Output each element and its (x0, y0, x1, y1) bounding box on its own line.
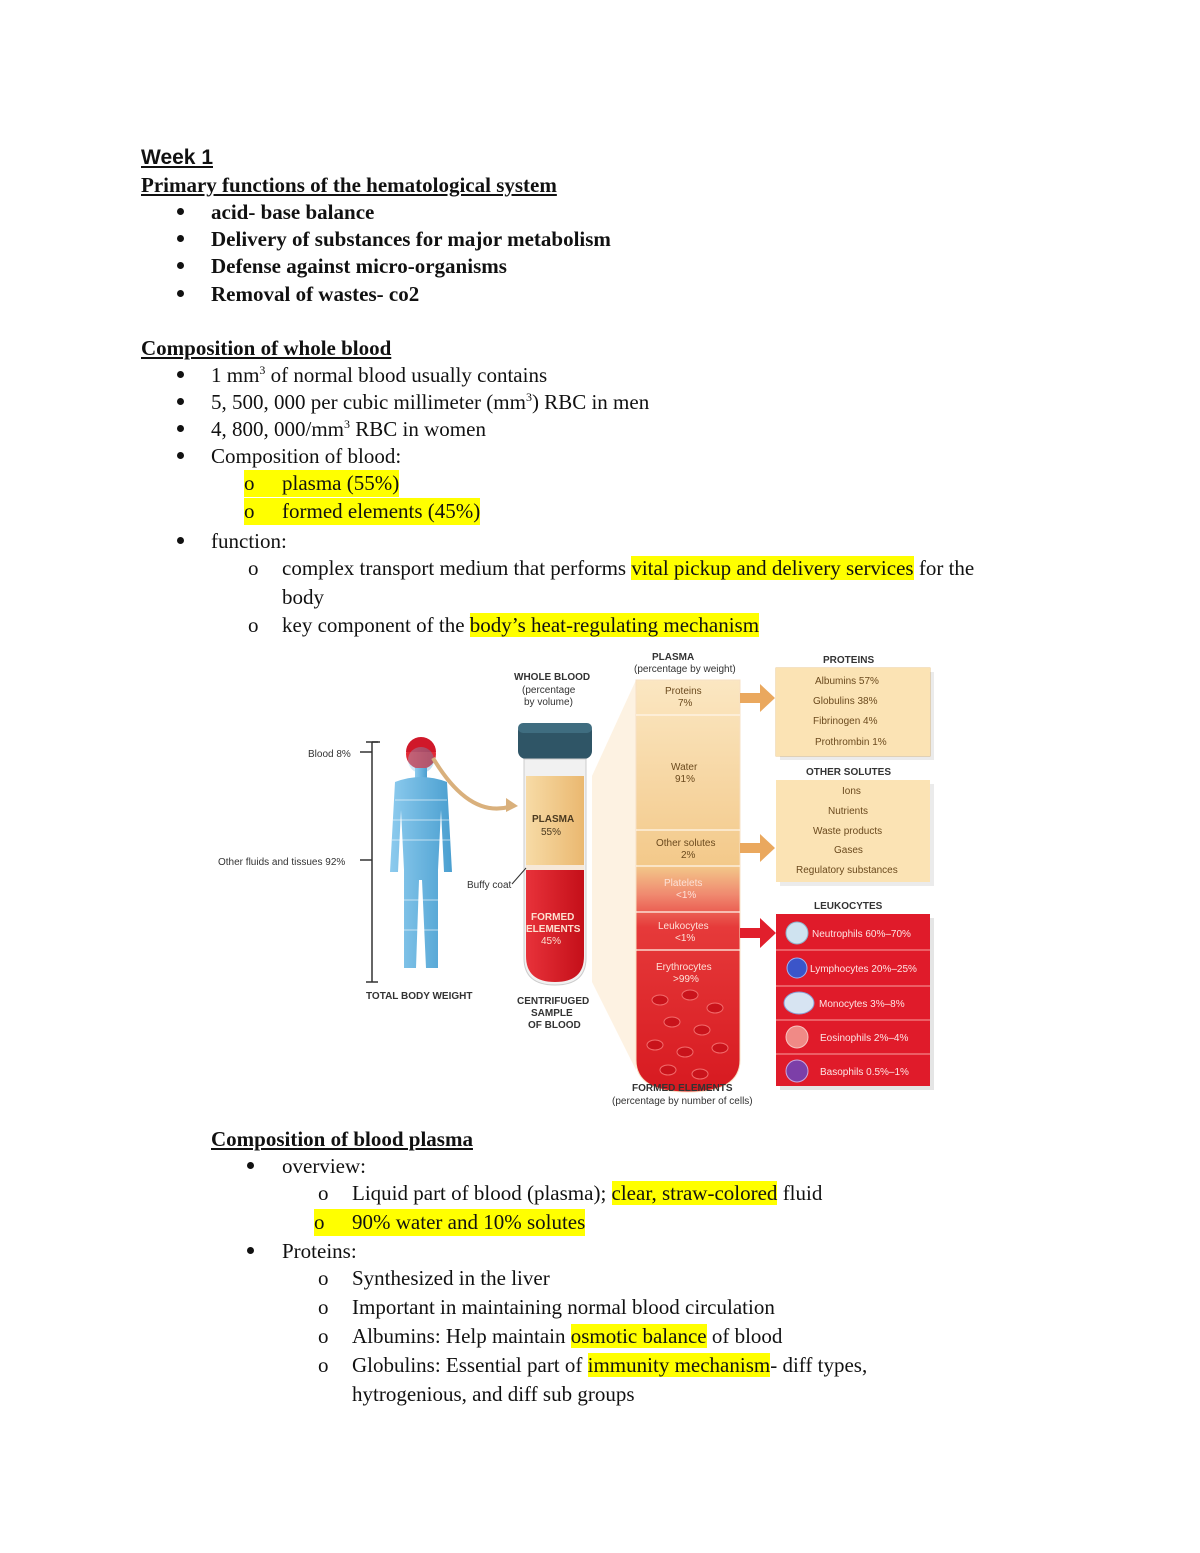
section2-title: Composition of whole blood (141, 336, 392, 360)
bullet-icon (247, 1247, 254, 1254)
leuko-item: Eosinophils 2%–4% (820, 1033, 909, 1044)
formed-tube-label1: FORMED (531, 912, 575, 923)
sub-bullet: o (318, 1295, 329, 1319)
bullet-icon (177, 537, 184, 544)
bullet-icon (177, 452, 184, 459)
platelets-pct: <1% (676, 890, 697, 901)
arrow-icon (740, 684, 775, 862)
formed-footer-sub: (percentage by number of cells) (612, 1096, 753, 1107)
centrifuged-label2: SAMPLE (531, 1008, 573, 1019)
leuko-box-title: LEUKOCYTES (814, 901, 883, 912)
function-item-2: key component of the body’s heat-regulating mechanism (282, 613, 760, 637)
sub-bullet: o (318, 1266, 329, 1290)
section1-item: Delivery of substances for major metabolism (211, 227, 611, 251)
protein-item-4: Globulins: Essential part of immunity mechanism- diff types, (352, 1353, 868, 1377)
plasma-header: PLASMA (652, 652, 695, 663)
formed-footer: FORMED ELEMENTS (632, 1083, 733, 1094)
plasma-tube-label: PLASMA (532, 814, 575, 825)
lymphocyte-icon (787, 958, 807, 978)
centrifuged-label3: OF BLOOD (528, 1020, 581, 1031)
total-body-weight-label: TOTAL BODY WEIGHT (366, 991, 473, 1002)
function-item-1: complex transport medium that performs vital pickup and delivery services for the (282, 556, 975, 580)
formed-tube-label2: ELEMENTS (526, 924, 581, 935)
bullet-icon (247, 1162, 254, 1169)
solute-item: Waste products (813, 826, 883, 837)
plasma-header-sub: (percentage by weight) (634, 664, 736, 675)
bullet-icon (177, 290, 184, 297)
protein-item-3: Albumins: Help maintain osmotic balance of blood (352, 1324, 783, 1348)
section2-item-2: 5, 500, 000 per cubic millimeter $(mm^3)$ RBC in men (211, 390, 650, 414)
neutrophil-icon (786, 922, 808, 944)
leukocytes-pct: <1% (675, 933, 696, 944)
bullet-icon (177, 208, 184, 215)
erythrocytes-pct: >99% (673, 974, 699, 985)
bullet-icon (177, 371, 184, 378)
section2-item-4: Composition of blood: (211, 444, 402, 468)
leuko-item: Monocytes 3%–8% (819, 999, 905, 1010)
leuko-item: Neutrophils 60%–70% (812, 929, 911, 940)
eosinophil-icon (786, 1026, 808, 1048)
water-pct: 91% (675, 774, 696, 785)
blood-composition-figure (200, 640, 960, 1120)
solute-item: Gases (834, 845, 863, 856)
leukocytes-label: Leukocytes (658, 921, 709, 932)
function-item-1-cont: body (282, 585, 324, 609)
bullet-icon (177, 425, 184, 432)
overview-item-1: Liquid part of blood (plasma); clear, straw-colored fluid (352, 1181, 823, 1205)
section2-item-3: 4, 800, $000/mm^3$ RBC in women (211, 417, 486, 441)
proteins-pct: 7% (678, 698, 693, 709)
protein-item-1: Synthesized in the liver (352, 1266, 550, 1290)
sub-item-plasma: o plasma (55%) (244, 471, 400, 495)
solutes-box-title: OTHER SOLUTES (806, 767, 892, 778)
section1-item: Defense against micro-organisms (211, 254, 507, 278)
whole-blood-sub2: by volume) (524, 697, 573, 708)
section1-title: Primary functions of the hematological system (141, 173, 557, 197)
other-solutes-label: Other solutes (656, 838, 716, 849)
section1-item: Removal of wastes- co2 (211, 282, 420, 306)
whole-blood-label: WHOLE BLOOD (514, 672, 591, 683)
sub-bullet: o (318, 1324, 329, 1348)
proteins-box-title: PROTEINS (823, 655, 875, 666)
bullet-icon (177, 262, 184, 269)
sub-bullet: o (248, 556, 259, 580)
arrow-icon (740, 918, 776, 948)
protein-item: Globulins 38% (813, 696, 878, 707)
protein-item-2: Important in maintaining normal blood circulation (352, 1295, 775, 1319)
protein-item: Albumins 57% (815, 676, 879, 687)
platelets-label: Platelets (664, 878, 703, 889)
protein-item: Fibrinogen 4% (813, 716, 878, 727)
other-solutes-pct: 2% (681, 850, 696, 861)
section2-item-1: 1 $mm^3$ of normal blood usually contains (211, 363, 548, 387)
protein-item: Prothrombin 1% (815, 737, 887, 748)
blood-pct-label: Blood 8% (308, 749, 351, 760)
plasma-tube-pct: 55% (541, 827, 562, 838)
formed-tube-pct: 45% (541, 936, 562, 947)
water-label: Water (671, 762, 698, 773)
section3-item-1: overview: (282, 1154, 366, 1178)
overview-item-2: o 90% water and 10% solutes (314, 1210, 586, 1234)
body-weight-brackets (360, 742, 380, 982)
section3-item-2: Proteins: (282, 1239, 357, 1263)
section1-item: acid- base balance (211, 200, 375, 224)
centrifuged-label1: CENTRIFUGED (517, 996, 590, 1007)
bullet-icon (177, 235, 184, 242)
leuko-item: Basophils 0.5%–1% (820, 1067, 909, 1078)
sub-item-formed: o formed elements (45%) (244, 499, 481, 523)
buffy-coat-label: Buffy coat (467, 880, 512, 891)
sub-bullet: o (318, 1353, 329, 1377)
section3-title: Composition of blood plasma (211, 1127, 473, 1151)
sub-bullet: o (318, 1181, 329, 1205)
section2-item-5: function: (211, 529, 287, 553)
other-fluids-label: Other fluids and tissues 92% (218, 857, 346, 868)
basophil-icon (786, 1060, 808, 1082)
solute-item: Ions (842, 786, 861, 797)
whole-blood-sub1: (percentage (522, 685, 576, 696)
solute-item: Regulatory substances (796, 865, 898, 876)
sub-bullet: o (248, 613, 259, 637)
expansion-wedge (592, 680, 636, 1070)
solute-item: Nutrients (828, 806, 869, 817)
leuko-item: Lymphocytes 20%–25% (810, 964, 917, 975)
proteins-label: Proteins (665, 686, 702, 697)
monocyte-icon (784, 992, 814, 1014)
protein-item-4-cont: hytrogenious, and diff sub groups (352, 1382, 635, 1406)
erythrocytes-label: Erythrocytes (656, 962, 712, 973)
arrow-icon (506, 798, 518, 812)
week-heading: Week 1 (141, 146, 213, 169)
bullet-icon (177, 398, 184, 405)
